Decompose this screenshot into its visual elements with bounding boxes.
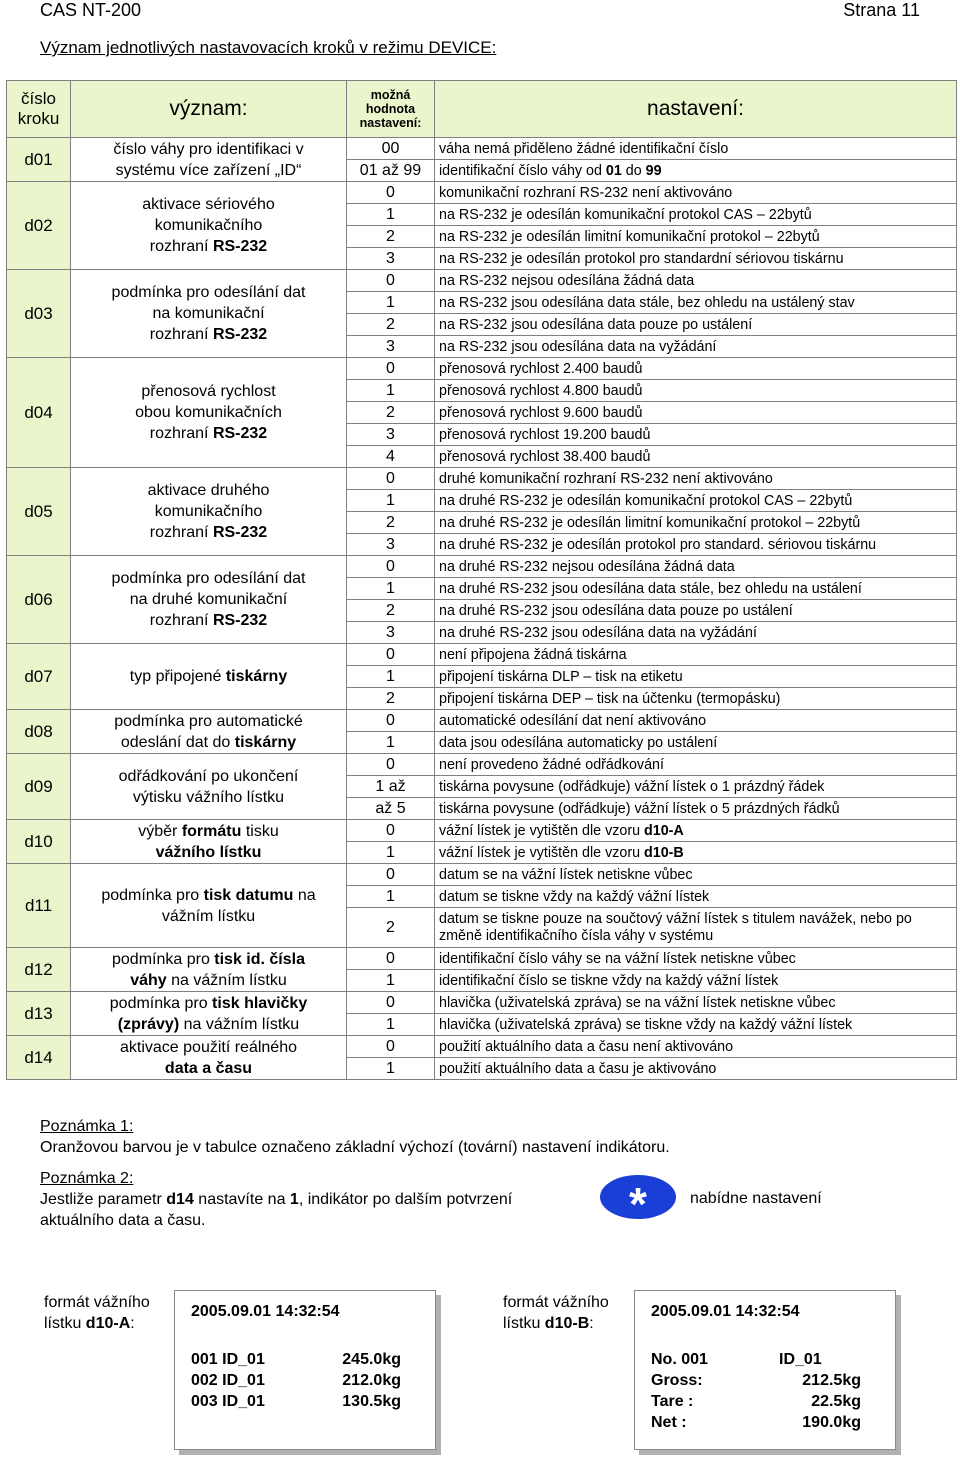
setting: identifikační číslo se tiskne vždy na každý vážní lístek (435, 970, 957, 992)
value: 0 (347, 710, 435, 732)
value: 0 (347, 468, 435, 490)
step-d03: d03 (7, 270, 71, 358)
step-d14: d14 (7, 1036, 71, 1080)
ticket-format-b (634, 1290, 896, 1450)
table-header-row (7, 81, 957, 138)
step-d12: d12 (7, 948, 71, 992)
table-row (7, 644, 957, 666)
setting: datum se tiskne pouze na součtový vážní lístek s titulem navážek, nebo po změně identifikačního čísla váhy v systému (435, 908, 957, 948)
setting: přenosová rychlost 38.400 baudů (435, 446, 957, 468)
setting: na druhé RS-232 je odesílán komunikační protokol CAS – 22bytů (435, 490, 957, 512)
value: 3 (347, 534, 435, 556)
step-d10: d10 (7, 820, 71, 864)
setting: na druhé RS-232 jsou odesílána data na vyžádání (435, 622, 957, 644)
note-1-text: Oranžovou barvou je v tabulce označeno základní výchozí (tovární) nastavení indikátoru. (40, 1139, 670, 1156)
table-row (7, 710, 957, 732)
value: 2 (347, 600, 435, 622)
note-2-text: Jestliže parametr d14 nastavíte na 1, indikátor po dalším potvrzení aktuálního data a času. (40, 1191, 513, 1229)
step-d06: d06 (7, 556, 71, 644)
setting: druhé komunikační rozhraní RS-232 není aktivováno (435, 468, 957, 490)
setting: na druhé RS-232 jsou odesílána data stále, bez ohledu na ustálení (435, 578, 957, 600)
setting: na RS-232 jsou odesílána data na vyžádání (435, 336, 957, 358)
header-settings: nastavení: (435, 81, 957, 138)
meaning-d14: aktivace použití reálného data a času (71, 1036, 347, 1080)
asterisk-key-icon: * (600, 1175, 676, 1219)
step-d08: d08 (7, 710, 71, 754)
ticket-date: 2005.09.01 14:32:54 (651, 1303, 800, 1320)
value: 01 až 99 (347, 160, 435, 182)
table-row (7, 556, 957, 578)
setting: přenosová rychlost 4.800 baudů (435, 380, 957, 402)
meaning-d02: aktivace sériového komunikačního rozhraní RS-232 (71, 182, 347, 270)
meaning-d13: podmínka pro tisk hlavičky (zprávy) na vážním lístku (71, 992, 347, 1036)
value: 1 (347, 578, 435, 600)
value: 2 (347, 226, 435, 248)
step-d07: d07 (7, 644, 71, 710)
header-values: možná hodnota nastavení: (347, 81, 435, 138)
setting: na druhé RS-232 je odesílán limitní komunikační protokol – 22bytů (435, 512, 957, 534)
section-title: Význam jednotlivých nastavovacích kroků v režimu DEVICE: (40, 38, 497, 57)
ticket-row: 001 ID_01 245.0kg (191, 1351, 401, 1368)
setting: datum se na vážní lístek netiskne vůbec (435, 864, 957, 886)
setting: přenosová rychlost 19.200 baudů (435, 424, 957, 446)
setting: připojení tiskárna DLP – tisk na etiketu (435, 666, 957, 688)
setting: tiskárna povysune (odřádkuje) vážní lístek o 5 prázdných řádků (435, 798, 957, 820)
ticket-row: No. 001 ID_01 (651, 1351, 822, 1368)
value: 3 (347, 622, 435, 644)
ticket-row: Tare : 22.5kg (651, 1393, 861, 1410)
meaning-d04: přenosová rychlost obou komunikačních rozhraní RS-232 (71, 358, 347, 468)
note-1-title: Poznámka 1: (40, 1118, 134, 1135)
meaning-d01: číslo váhy pro identifikaci v systému více zařízení „ID“ (71, 138, 347, 182)
value: 3 (347, 336, 435, 358)
meaning-d11: podmínka pro tisk datumu na vážním lístku (71, 864, 347, 948)
value: 1 (347, 1014, 435, 1036)
page-number: Strana 11 (843, 0, 920, 20)
setting: na druhé RS-232 nejsou odesílána žádná data (435, 556, 957, 578)
value: 0 (347, 182, 435, 204)
setting: komunikační rozhraní RS-232 není aktivováno (435, 182, 957, 204)
meaning-d12: podmínka pro tisk id. čísla váhy na vážním lístku (71, 948, 347, 992)
ticket-date: 2005.09.01 14:32:54 (191, 1303, 340, 1320)
setting: tiskárna povysune (odřádkuje) vážní lístek o 1 prázdný řádek (435, 776, 957, 798)
value: 1 (347, 970, 435, 992)
setting: není provedeno žádné odřádkování (435, 754, 957, 776)
setting: vážní lístek je vytištěn dle vzoru d10-B (435, 842, 957, 864)
setting: na RS-232 jsou odesílána data stále, bez ohledu na ustálený stav (435, 292, 957, 314)
setting: váha nemá přiděleno žádné identifikační číslo (435, 138, 957, 160)
table-row (7, 754, 957, 776)
setting: na druhé RS-232 je odesílán protokol pro standard. sériovou tiskárnu (435, 534, 957, 556)
setting: na druhé RS-232 jsou odesílána data pouze po ustálení (435, 600, 957, 622)
setting: identifikační číslo váhy od 01 do 99 (435, 160, 957, 182)
value: 2 (347, 512, 435, 534)
value: 0 (347, 754, 435, 776)
format-a-label: formát vážního lístku d10-A: (44, 1294, 150, 1332)
step-d11: d11 (7, 864, 71, 948)
table-row (7, 820, 957, 842)
value: 00 (347, 138, 435, 160)
value: 0 (347, 270, 435, 292)
value: 2 (347, 908, 435, 948)
value: 1 až (347, 776, 435, 798)
value: 0 (347, 644, 435, 666)
ticket-row: Net : 190.0kg (651, 1414, 861, 1431)
setting: na RS-232 je odesílán protokol pro standardní sériovou tiskárnu (435, 248, 957, 270)
value: až 5 (347, 798, 435, 820)
ticket-row: 002 ID_01 212.0kg (191, 1372, 401, 1389)
note-2 (40, 1168, 600, 1231)
setting: hlavička (uživatelská zpráva) se na vážní lístek netiskne vůbec (435, 992, 957, 1014)
note-1 (40, 1116, 940, 1158)
value: 2 (347, 402, 435, 424)
setting: připojení tiskárna DEP – tisk na účtenku (termopásku) (435, 688, 957, 710)
value: 3 (347, 424, 435, 446)
format-b-label: formát vážního lístku d10-B: (503, 1294, 609, 1332)
value: 1 (347, 380, 435, 402)
value: 0 (347, 992, 435, 1014)
meaning-d08: podmínka pro automatické odeslání dat do tiskárny (71, 710, 347, 754)
table-row (7, 358, 957, 380)
value: 4 (347, 446, 435, 468)
step-d01: d01 (7, 138, 71, 182)
setting: na RS-232 nejsou odesílána žádná data (435, 270, 957, 292)
value: 1 (347, 490, 435, 512)
setting: automatické odesílání dat není aktivováno (435, 710, 957, 732)
table-row (7, 138, 957, 160)
setting: data jsou odesílána automaticky po ustálení (435, 732, 957, 754)
value: 1 (347, 666, 435, 688)
note-2-title: Poznámka 2: (40, 1170, 134, 1187)
value: 3 (347, 248, 435, 270)
meaning-d09: odřádkování po ukončení výtisku vážního lístku (71, 754, 347, 820)
table-row (7, 1036, 957, 1058)
meaning-d10: výběr formátu tisku vážního lístku (71, 820, 347, 864)
header-meaning: význam: (71, 81, 347, 138)
value: 1 (347, 204, 435, 226)
header-step: číslo kroku (7, 81, 71, 138)
settings-table (6, 80, 957, 1080)
value: 1 (347, 842, 435, 864)
table-row (7, 468, 957, 490)
meaning-d07: typ připojené tiskárny (71, 644, 347, 710)
setting: vážní lístek je vytištěn dle vzoru d10-A (435, 820, 957, 842)
value: 0 (347, 948, 435, 970)
value: 1 (347, 292, 435, 314)
meaning-d06: podmínka pro odesílání dat na druhé komunikační rozhraní RS-232 (71, 556, 347, 644)
step-d02: d02 (7, 182, 71, 270)
setting: použití aktuálního data a času je aktivováno (435, 1058, 957, 1080)
setting: identifikační číslo váhy se na vážní lístek netiskne vůbec (435, 948, 957, 970)
value: 1 (347, 732, 435, 754)
page-header (40, 0, 920, 22)
value: 1 (347, 886, 435, 908)
document-title: CAS NT-200 (40, 0, 142, 20)
value: 0 (347, 556, 435, 578)
setting: přenosová rychlost 9.600 baudů (435, 402, 957, 424)
setting: hlavička (uživatelská zpráva) se tiskne vždy na každý vážní lístek (435, 1014, 957, 1036)
value: 2 (347, 314, 435, 336)
step-d05: d05 (7, 468, 71, 556)
ticket-row: 003 ID_01 130.5kg (191, 1393, 401, 1410)
step-d04: d04 (7, 358, 71, 468)
table-row (7, 948, 957, 970)
note-2-offer: nabídne nastavení (690, 1190, 822, 1207)
step-d09: d09 (7, 754, 71, 820)
ticket-format-a (174, 1290, 436, 1450)
value: 0 (347, 358, 435, 380)
value: 0 (347, 864, 435, 886)
table-row (7, 182, 957, 204)
table-row (7, 992, 957, 1014)
value: 0 (347, 820, 435, 842)
setting: přenosová rychlost 2.400 baudů (435, 358, 957, 380)
setting: není připojena žádná tiskárna (435, 644, 957, 666)
setting: na RS-232 je odesílán limitní komunikační protokol – 22bytů (435, 226, 957, 248)
table-row (7, 864, 957, 886)
setting: na RS-232 jsou odesílána data pouze po ustálení (435, 314, 957, 336)
step-d13: d13 (7, 992, 71, 1036)
meaning-d05: aktivace druhého komunikačního rozhraní RS-232 (71, 468, 347, 556)
setting: na RS-232 je odesílán komunikační protokol CAS – 22bytů (435, 204, 957, 226)
value: 0 (347, 1036, 435, 1058)
value: 1 (347, 1058, 435, 1080)
value: 2 (347, 688, 435, 710)
ticket-row: Gross: 212.5kg (651, 1372, 861, 1389)
setting: použití aktuálního data a času není aktivováno (435, 1036, 957, 1058)
setting: datum se tiskne vždy na každý vážní lístek (435, 886, 957, 908)
table-row (7, 270, 957, 292)
meaning-d03: podmínka pro odesílání dat na komunikační rozhraní RS-232 (71, 270, 347, 358)
